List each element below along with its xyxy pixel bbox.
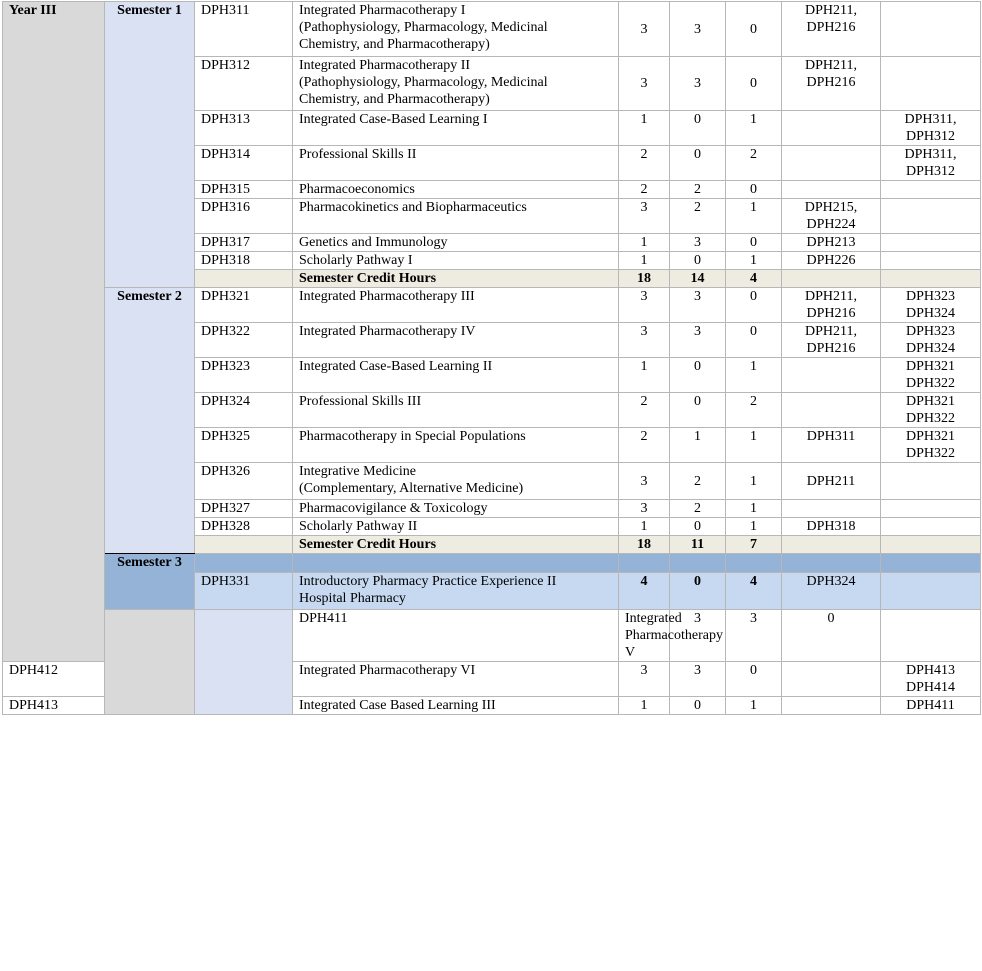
- prerequisites: [782, 500, 881, 518]
- practical-hours: 1: [726, 111, 782, 146]
- theory-hours: 2: [670, 199, 726, 234]
- course-code: DPH313: [195, 111, 293, 146]
- theory-hours: 0: [670, 252, 726, 270]
- prerequisites: [782, 358, 881, 393]
- credit-hours: 3: [619, 57, 670, 111]
- course-title: Pharmacotherapy in Special Populations: [293, 428, 619, 463]
- credit-hours: 1: [619, 252, 670, 270]
- theory-hours: 0: [670, 111, 726, 146]
- course-title: Integrated Pharmacotherapy I (Pathophysiology, Pharmacology, Medicinal Chemistry, and Pharmacotherapy): [293, 2, 619, 57]
- course-title: Integrated Case-Based Learning II: [293, 358, 619, 393]
- prerequisites: [782, 662, 881, 697]
- corequisites: DPH311, DPH312: [881, 146, 981, 181]
- course-code: DPH322: [195, 323, 293, 358]
- corequisites: [881, 2, 981, 57]
- theory-hours: 3: [670, 234, 726, 252]
- total-theory: 14: [670, 270, 726, 288]
- prerequisites: DPH211, DPH216: [782, 57, 881, 111]
- theory-hours: 3: [670, 2, 726, 57]
- practical-hours: 1: [726, 358, 782, 393]
- course-title: Scholarly Pathway I: [293, 252, 619, 270]
- practical-hours: 0: [726, 662, 782, 697]
- course-code: DPH413: [3, 697, 105, 715]
- credit-hours: 3: [619, 463, 670, 500]
- prerequisites: DPH318: [782, 518, 881, 536]
- theory-hours: 2: [670, 500, 726, 518]
- theory-hours: 3: [670, 57, 726, 111]
- theory-hours: 0: [670, 393, 726, 428]
- curriculum-table: [2, 1, 981, 715]
- corequisites: DPH411: [881, 697, 981, 715]
- prerequisites: [782, 393, 881, 428]
- credit-hours: 4: [619, 573, 670, 610]
- corequisites: [881, 463, 981, 500]
- prerequisites: DPH311: [782, 428, 881, 463]
- course-title: Integrated Pharmacotherapy IV: [293, 323, 619, 358]
- theory-hours: 0: [670, 518, 726, 536]
- corequisites: DPH321 DPH322: [881, 428, 981, 463]
- theory-hours: 0: [670, 358, 726, 393]
- prerequisites: DPH226: [782, 252, 881, 270]
- credit-hours: 2: [619, 393, 670, 428]
- practical-hours: 0: [726, 234, 782, 252]
- course-title: Scholarly Pathway II: [293, 518, 619, 536]
- course-title: Integrative Medicine (Complementary, Alternative Medicine): [293, 463, 619, 500]
- course-code: DPH328: [195, 518, 293, 536]
- semester-label: Semester 1: [105, 2, 195, 288]
- theory-hours: 1: [670, 428, 726, 463]
- corequisites: DPH323 DPH324: [881, 288, 981, 323]
- corequisites: [881, 573, 981, 610]
- practical-hours: 0: [726, 2, 782, 57]
- practical-hours: 2: [726, 146, 782, 181]
- year-label: Year III: [3, 2, 105, 662]
- corequisites: DPH321 DPH322: [881, 393, 981, 428]
- total-practical: 7: [726, 536, 782, 554]
- practical-hours: 0: [782, 610, 881, 662]
- credit-hours: 3: [619, 199, 670, 234]
- course-code: DPH316: [195, 199, 293, 234]
- credit-hours: 2: [619, 428, 670, 463]
- practical-hours: 0: [726, 181, 782, 199]
- semester-label: Semester 3: [105, 554, 195, 610]
- theory-hours: 0: [670, 573, 726, 610]
- credit-hours: 2: [619, 181, 670, 199]
- corequisites: [881, 199, 981, 234]
- course-row: [3, 288, 981, 323]
- corequisites: [881, 57, 981, 111]
- course-row: [3, 610, 981, 662]
- practical-hours: 1: [726, 252, 782, 270]
- prerequisites: [782, 181, 881, 199]
- prerequisites: [782, 146, 881, 181]
- practical-hours: 1: [726, 199, 782, 234]
- practical-hours: 2: [726, 393, 782, 428]
- credit-hours: 1: [619, 234, 670, 252]
- course-title: Integrated Case Based Learning III: [293, 697, 619, 715]
- course-title: Pharmacoeconomics: [293, 181, 619, 199]
- course-code: DPH324: [195, 393, 293, 428]
- practical-hours: 4: [726, 573, 782, 610]
- corequisites: [881, 518, 981, 536]
- total-credit: 18: [619, 536, 670, 554]
- theory-hours: 2: [670, 181, 726, 199]
- practical-hours: 1: [726, 463, 782, 500]
- practical-hours: 0: [726, 323, 782, 358]
- corequisites: [881, 500, 981, 518]
- course-code: DPH312: [195, 57, 293, 111]
- theory-hours: 0: [670, 146, 726, 181]
- course-title: Professional Skills III: [293, 393, 619, 428]
- total-credit: 18: [619, 270, 670, 288]
- prerequisites: [782, 697, 881, 715]
- course-code: DPH315: [195, 181, 293, 199]
- practical-hours: 1: [726, 518, 782, 536]
- course-code: DPH325: [195, 428, 293, 463]
- credit-hours: 3: [619, 288, 670, 323]
- course-title: Introductory Pharmacy Practice Experience II Hospital Pharmacy: [293, 573, 619, 610]
- prerequisites: DPH211, DPH216: [782, 323, 881, 358]
- practical-hours: 1: [726, 500, 782, 518]
- total-label: Semester Credit Hours: [293, 536, 619, 554]
- course-row: [3, 2, 981, 57]
- course-title: Integrated Pharmacotherapy VI: [293, 662, 619, 697]
- theory-hours: 2: [670, 463, 726, 500]
- credit-hours: 1: [619, 697, 670, 715]
- course-code: DPH321: [195, 288, 293, 323]
- course-title: Genetics and Immunology: [293, 234, 619, 252]
- prerequisites: DPH211, DPH216: [782, 2, 881, 57]
- corequisites: DPH321 DPH322: [881, 358, 981, 393]
- corequisites: DPH311, DPH312: [881, 111, 981, 146]
- prerequisites: DPH213: [782, 234, 881, 252]
- course-code: DPH323: [195, 358, 293, 393]
- course-code: DPH412: [3, 662, 105, 697]
- course-code: DPH331: [195, 573, 293, 610]
- credit-hours: 1: [619, 518, 670, 536]
- credit-hours: 2: [619, 146, 670, 181]
- prerequisites: DPH211: [782, 463, 881, 500]
- course-title: Integrated Pharmacotherapy II (Pathophysiology, Pharmacology, Medicinal Chemistry, and Pharmacotherapy): [293, 57, 619, 111]
- prerequisites: [881, 610, 981, 662]
- semester-label: Semester 2: [105, 288, 195, 554]
- credit-hours: 3: [619, 500, 670, 518]
- total-theory: 11: [670, 536, 726, 554]
- corequisites: DPH323 DPH324: [881, 323, 981, 358]
- course-title: Integrated Pharmacotherapy III: [293, 288, 619, 323]
- corequisites: [881, 252, 981, 270]
- credit-hours: 3: [619, 323, 670, 358]
- practical-hours: 0: [726, 288, 782, 323]
- practical-hours: 1: [726, 428, 782, 463]
- course-title: Pharmacovigilance & Toxicology: [293, 500, 619, 518]
- prerequisites: DPH211, DPH216: [782, 288, 881, 323]
- total-practical: 4: [726, 270, 782, 288]
- credit-hours: 3: [619, 2, 670, 57]
- theory-hours: 3: [670, 323, 726, 358]
- practical-hours: 0: [726, 57, 782, 111]
- theory-hours: 3: [670, 288, 726, 323]
- course-code: DPH311: [195, 2, 293, 57]
- credit-hours: 1: [619, 111, 670, 146]
- course-title: Professional Skills II: [293, 146, 619, 181]
- credit-hours: 3: [670, 610, 726, 662]
- course-code: DPH411: [293, 610, 619, 662]
- course-title: Integrated Case-Based Learning I: [293, 111, 619, 146]
- credit-hours: 1: [619, 358, 670, 393]
- course-code: DPH318: [195, 252, 293, 270]
- corequisites: DPH413 DPH414: [881, 662, 981, 697]
- total-label: Semester Credit Hours: [293, 270, 619, 288]
- practical-hours: 1: [726, 697, 782, 715]
- course-title: Integrated Pharmacotherapy V: [619, 610, 670, 662]
- course-title: Pharmacokinetics and Biopharmaceutics: [293, 199, 619, 234]
- course-code: DPH317: [195, 234, 293, 252]
- theory-hours: 3: [726, 610, 782, 662]
- prerequisites: DPH324: [782, 573, 881, 610]
- course-code: DPH326: [195, 463, 293, 500]
- prerequisites: DPH215, DPH224: [782, 199, 881, 234]
- course-code: DPH327: [195, 500, 293, 518]
- course-code: DPH314: [195, 146, 293, 181]
- prerequisites: [782, 111, 881, 146]
- divider-row: [3, 554, 981, 573]
- theory-hours: 3: [670, 662, 726, 697]
- corequisites: [881, 234, 981, 252]
- theory-hours: 0: [670, 697, 726, 715]
- corequisites: [881, 181, 981, 199]
- credit-hours: 3: [619, 662, 670, 697]
